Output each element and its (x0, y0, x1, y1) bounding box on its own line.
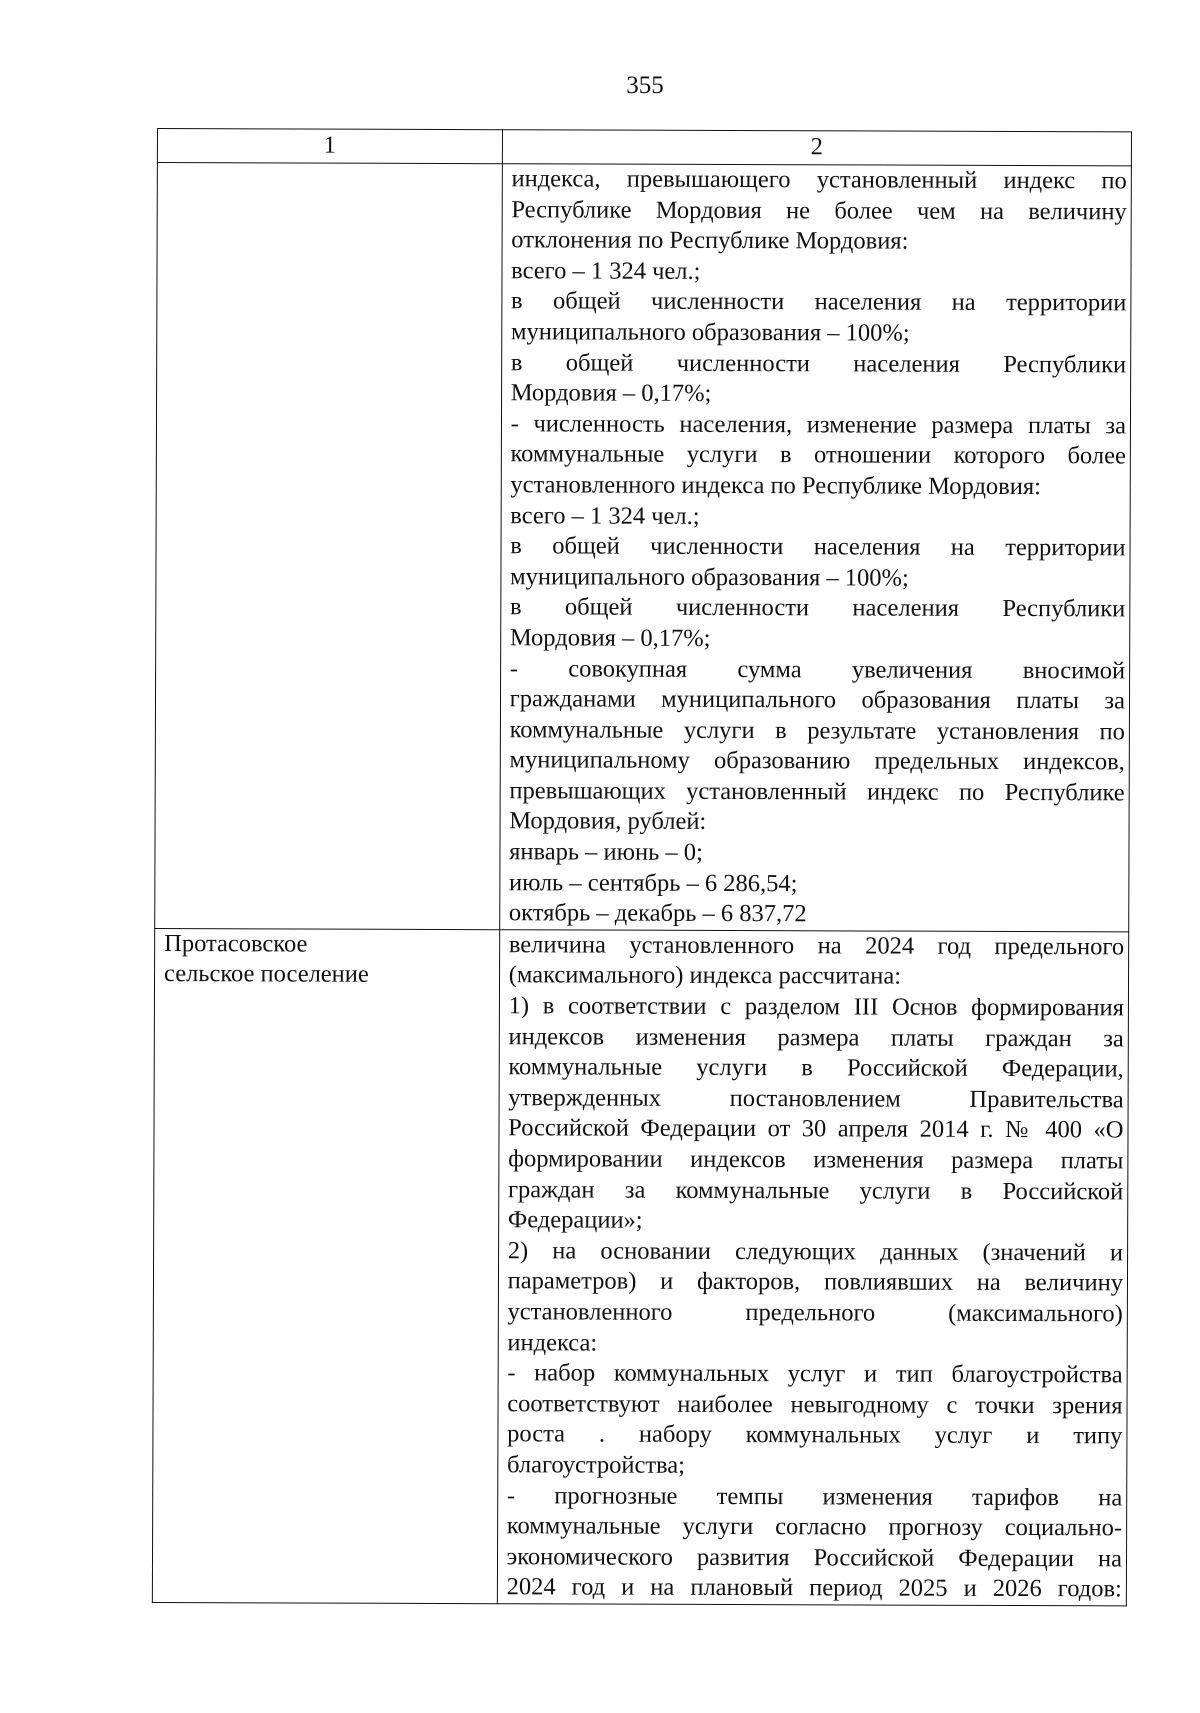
text-line: - численность населения, изменение размера платы за (510, 409, 1127, 440)
text-line: Мордовия – 0,17%; (509, 624, 711, 652)
document-table (152, 128, 1132, 1606)
text-line: Мордовия, рублей: (509, 807, 707, 836)
table-row (152, 928, 1128, 1605)
text-line: (максимального) индекса рассчитана: (508, 961, 902, 991)
text-line: 2024 год и на плановый период 2025 и 2026 годов: (506, 1573, 1122, 1603)
text-line: индекса: (507, 1328, 598, 1357)
text-line: величина установленного на 2024 год предельного (508, 931, 1125, 961)
text-line: Мордовия – 0,17%; (510, 379, 712, 408)
text-line: в общей численности населения Республики (509, 593, 1126, 623)
column-header-2: 2 (502, 130, 1131, 166)
description-cell (499, 164, 1131, 932)
text-line: - набор коммунальных услуг и тип благоустройства (507, 1359, 1123, 1389)
text-line: муниципальному образованию предельных индексов, (509, 746, 1125, 776)
text-line: Российской Федерации от 30 апреля 2014 г. № 400 «О (508, 1114, 1124, 1144)
text-line: Федерации»; (507, 1206, 643, 1234)
text-line: установленного предельного (максимального) (507, 1298, 1123, 1328)
table-header-row (157, 129, 1131, 166)
municipality-name-line: Протасовское (164, 929, 308, 958)
table-row (155, 163, 1132, 932)
text-line: 2) на основании следующих данных (значений и (507, 1237, 1124, 1267)
text-line: индексов изменения размера платы граждан за (508, 1022, 1124, 1053)
text-line: коммунальные услуги в результате установления по (509, 715, 1125, 746)
text-line: муниципального образования – 100%; (510, 562, 909, 592)
text-line: - прогнозные темпы изменения тарифов на (506, 1481, 1123, 1511)
text-line: параметров) и факторов, повлиявших на величину (507, 1267, 1124, 1297)
text-line: июль – сентябрь – 6 286,54; (509, 868, 798, 897)
text-line: отклонения по Республике Мордовия: (511, 226, 909, 255)
text-line: утвержденных постановлением Правительства (508, 1084, 1124, 1114)
text-line: в общей численности населения на территории (511, 287, 1127, 317)
text-line: - совокупная сумма увеличения вносимой (509, 654, 1126, 684)
text-line: превышающих установленный индекс по Республике (509, 777, 1125, 807)
text-line: январь – июнь – 0; (509, 838, 703, 866)
text-line: всего – 1 324 чел.; (511, 257, 701, 285)
text-line: Республике Мордовия не более чем на величину (511, 195, 1127, 225)
municipality-name-line: сельское поселение (163, 960, 369, 989)
text-line: коммунальные услуги согласно прогнозу социально- (506, 1512, 1123, 1542)
text-line: соответствуют наиболее невыгодному с точки зрения (507, 1389, 1123, 1420)
text-line: муниципального образования – 100%; (510, 318, 910, 347)
text-line: благоустройства; (506, 1451, 686, 1479)
column-header-1: 1 (157, 129, 502, 164)
text-line: 1) в соответствии с разделом III Основ формирования (508, 992, 1124, 1022)
text-line: формировании индексов изменения размера платы (508, 1145, 1124, 1175)
text-line: в общей численности населения Республики (510, 348, 1127, 378)
text-line: гражданами муниципального образования платы за (509, 685, 1126, 715)
text-line: в общей численности населения на территории (510, 532, 1126, 562)
municipality-cell (152, 928, 499, 1603)
text-line: экономического развития Российской Федерации на (506, 1542, 1123, 1573)
text-line: коммунальные услуги в Российской Федерации, (508, 1053, 1124, 1083)
text-line: октябрь – декабрь – 6 837,72 (508, 899, 807, 928)
description-cell (497, 930, 1129, 1606)
text-line: установленного индекса по Республике Мордовия: (510, 471, 1042, 501)
page-number: 355 (626, 72, 664, 99)
text-line: роста . набору коммунальных услуг и типу (507, 1420, 1123, 1450)
text-line: индекса, превышающего установленный индекс по (511, 165, 1127, 195)
text-line: коммунальные услуги в отношении которого более (510, 440, 1126, 470)
text-line: граждан за коммунальные услуги в Российской (507, 1175, 1124, 1205)
municipality-cell (155, 163, 502, 930)
text-line: всего – 1 324 чел.; (510, 501, 700, 530)
